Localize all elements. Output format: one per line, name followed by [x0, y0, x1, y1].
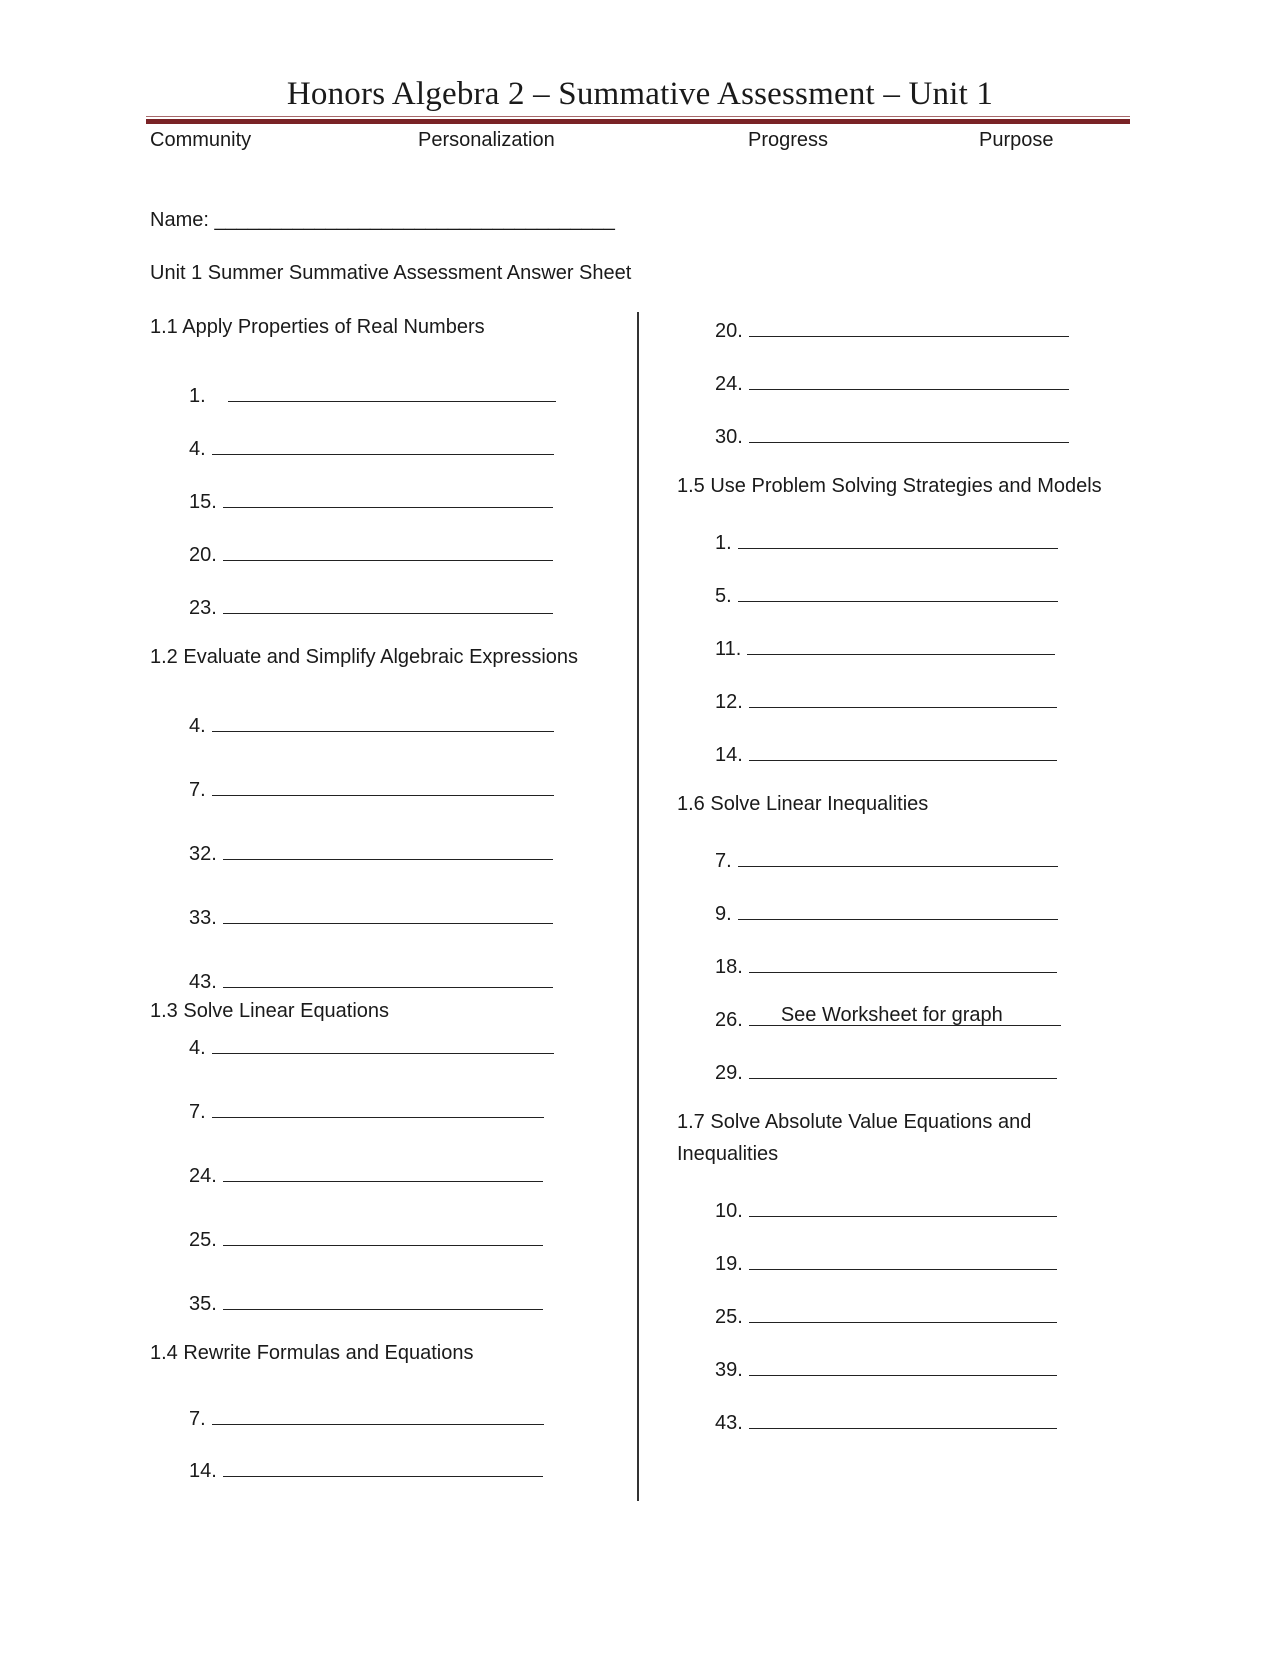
header-rule-thin	[146, 116, 1130, 117]
item-number: 25.	[715, 1306, 743, 1328]
item-number: 32.	[189, 843, 217, 865]
page-title: Honors Algebra 2 – Summative Assessment – Unit 1	[286, 76, 994, 112]
item-number: 7.	[189, 779, 206, 801]
header-rule	[146, 119, 1130, 124]
section-1-3-title: 1.3 Solve Linear Equations	[150, 1000, 390, 1022]
item-number: 15.	[189, 491, 217, 513]
answer-line[interactable]	[715, 1005, 1061, 1032]
answer-line[interactable]	[189, 711, 554, 738]
answer-line[interactable]	[715, 528, 1058, 555]
answer-line[interactable]	[715, 1196, 1057, 1223]
item-number: 11.	[715, 638, 742, 660]
answer-line[interactable]	[189, 1404, 544, 1431]
item-number: 14.	[715, 744, 743, 766]
item-number: 20.	[715, 320, 743, 342]
answer-line[interactable]	[189, 487, 553, 514]
item-number: 43.	[715, 1412, 743, 1434]
answer-line[interactable]	[189, 775, 554, 802]
section-1-2-title: 1.2 Evaluate and Simplify Algebraic Expressions	[150, 646, 579, 668]
answer-line[interactable]	[189, 1097, 544, 1124]
item-number: 19.	[715, 1253, 743, 1275]
item-number: 43.	[189, 971, 217, 993]
item-number: 1.	[715, 532, 732, 554]
value-progress: Progress	[748, 129, 829, 151]
item-number: 18.	[715, 956, 743, 978]
item-number: 1.	[189, 385, 206, 407]
answer-line[interactable]	[715, 1302, 1057, 1329]
item-number: 35.	[189, 1293, 217, 1315]
section-1-4-title: 1.4 Rewrite Formulas and Equations	[150, 1342, 474, 1364]
answer-line[interactable]	[189, 434, 554, 461]
answer-line[interactable]	[715, 846, 1058, 873]
item-number: 14.	[189, 1460, 217, 1482]
item-number: 4.	[189, 438, 206, 460]
answer-line[interactable]	[715, 1249, 1057, 1276]
answer-line[interactable]	[715, 687, 1057, 714]
answer-line[interactable]	[189, 1456, 543, 1483]
answer-sheet-title: Unit 1 Summer Summative Assessment Answer Sheet	[150, 262, 632, 284]
item-number: 4.	[189, 715, 206, 737]
item-number: 29.	[715, 1062, 743, 1084]
answer-line[interactable]	[715, 1408, 1057, 1435]
item-number: 39.	[715, 1359, 743, 1381]
answer-line[interactable]	[189, 1225, 543, 1252]
item-number: 25.	[189, 1229, 217, 1251]
item-number: 5.	[715, 585, 732, 607]
answer-line[interactable]	[189, 1289, 543, 1316]
answer-line[interactable]	[715, 581, 1058, 608]
item-number: 24.	[715, 373, 743, 395]
answer-line[interactable]	[715, 740, 1057, 767]
answer-line[interactable]	[189, 903, 553, 930]
answer-line[interactable]	[715, 369, 1069, 396]
answer-line[interactable]	[715, 899, 1058, 926]
answer-line[interactable]	[189, 1033, 554, 1060]
answer-line[interactable]	[189, 967, 553, 994]
answer-line[interactable]	[715, 634, 1055, 661]
section-1-1-title: 1.1 Apply Properties of Real Numbers	[150, 316, 485, 338]
item-number: 23.	[189, 597, 217, 619]
section-1-6-title: 1.6 Solve Linear Inequalities	[677, 793, 929, 815]
item-number: 20.	[189, 544, 217, 566]
answer-line[interactable]	[715, 1058, 1057, 1085]
answer-line[interactable]	[189, 1161, 543, 1188]
item-number: 7.	[189, 1101, 206, 1123]
answer-line[interactable]	[715, 952, 1057, 979]
answer-line[interactable]	[715, 1355, 1057, 1382]
section-1-7-title: 1.7 Solve Absolute Value Equations and	[677, 1111, 1032, 1133]
item-number: 26.	[715, 1009, 743, 1031]
section-1-7-title-cont: Inequalities	[677, 1143, 779, 1165]
value-community: Community	[150, 129, 252, 151]
item-number: 12.	[715, 691, 743, 713]
answer-line[interactable]	[715, 316, 1069, 343]
answer-line[interactable]	[189, 839, 553, 866]
item-number: 30.	[715, 426, 743, 448]
column-divider	[637, 312, 639, 1501]
item-number: 7.	[715, 850, 732, 872]
item-number: 7.	[189, 1408, 206, 1430]
answer-line[interactable]	[189, 381, 556, 408]
answer-26-text: See Worksheet for graph	[780, 1004, 1003, 1026]
item-number: 4.	[189, 1037, 206, 1059]
name-field[interactable]: Name: ____________________________________	[150, 209, 615, 231]
value-personalization: Personalization	[418, 129, 555, 151]
item-number: 9.	[715, 903, 732, 925]
answer-line[interactable]	[189, 540, 553, 567]
section-1-5-title: 1.5 Use Problem Solving Strategies and Models	[677, 475, 1102, 497]
item-number: 33.	[189, 907, 217, 929]
answer-line[interactable]	[715, 422, 1069, 449]
item-number: 10.	[715, 1200, 743, 1222]
answer-line[interactable]	[189, 593, 553, 620]
value-purpose: Purpose	[979, 129, 1054, 151]
item-number: 24.	[189, 1165, 217, 1187]
